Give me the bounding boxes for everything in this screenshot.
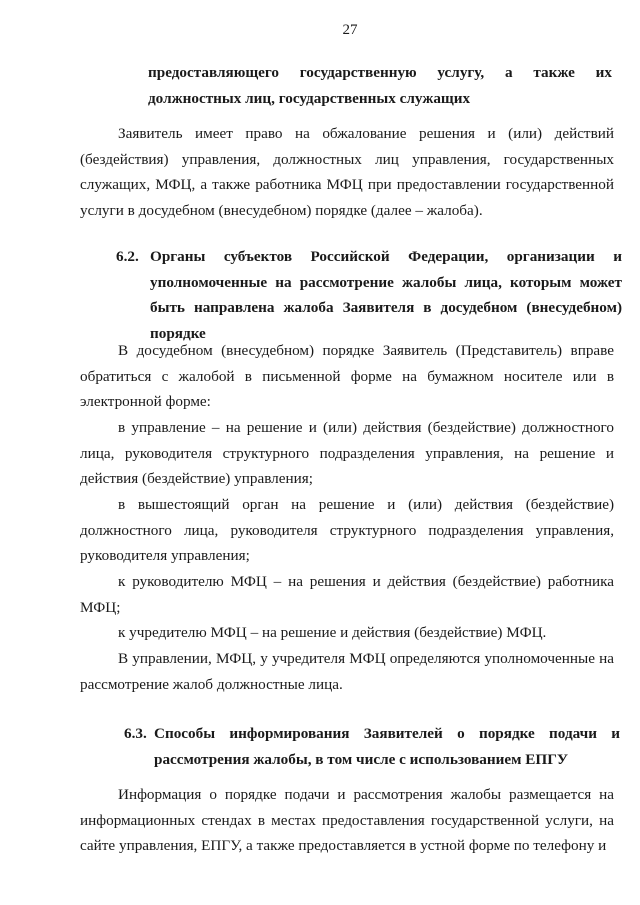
heading-line-1: предоставляющего государственную услугу, а также их xyxy=(148,64,612,81)
section-number: 6.3. xyxy=(124,725,147,742)
heading-line-2: должностных лиц, государственных служащих xyxy=(148,89,471,107)
section-number: 6.2. xyxy=(116,248,139,265)
paragraph-information xyxy=(80,782,614,859)
paragraph-appeal-procedure xyxy=(80,338,614,415)
paragraph-to-administration xyxy=(80,415,614,492)
paragraph-text: в вышестоящий орган на решение и (или) действия (бездействие) должностного лица, руководителя структурного подразделения управления, руководителя управления; xyxy=(80,496,614,565)
paragraph-to-mfc-founder xyxy=(80,620,614,646)
section-title-line-1: Способы информирования Заявителей о порядке подачи и xyxy=(154,725,620,742)
section-title: Органы субъектов Российской Федерации, организации и уполномоченные на рассмотрение жалобы лица, которым может быть направлена жалоба Заявителя в досудебном (внесудебном) порядке xyxy=(150,248,622,342)
section-heading-continuation xyxy=(148,60,612,111)
page-number: 27 xyxy=(342,22,358,38)
paragraph-text: к руководителю МФЦ – на решения и действия (бездействие) работника МФЦ; xyxy=(80,573,614,616)
paragraph-appeal-right xyxy=(80,121,614,223)
paragraph-text: в управление – на решение и (или) действия (бездействие) должностного лица, руководителя структурного подразделения управления, на решение и действия (бездействие) управления; xyxy=(80,419,614,488)
paragraph-to-mfc-head xyxy=(80,569,614,620)
section-heading-6-3 xyxy=(124,721,620,772)
paragraph-to-higher-body xyxy=(80,492,614,569)
paragraph-text: Заявитель имеет право на обжалование решения и (или) действий (бездействия) управления, должностных лиц управления, государственных служащих, МФЦ, а также работника МФЦ при предоставлении государственной услуги в досудебном (внесудебном) порядке (далее – жалоба). xyxy=(80,125,614,219)
paragraph-text: Информация о порядке подачи и рассмотрения жалобы размещается на информационных стендах в местах предоставления государственной услуги, на сайте управления, ЕПГУ, а также предоставляется в устной форме по телефону и xyxy=(80,786,614,855)
section-heading-6-2 xyxy=(116,244,622,346)
section-title-line-2: рассмотрения жалобы, в том числе с использованием ЕПГУ xyxy=(154,750,569,768)
paragraph-authorized-officials xyxy=(80,646,614,697)
paragraph-text: В досудебном (внесудебном) порядке Заявитель (Представитель) вправе обратиться с жалобой в письменной форме на бумажном носителе или в электронной форме: xyxy=(80,342,614,411)
paragraph-text: к учредителю МФЦ – на решение и действия (бездействие) МФЦ. xyxy=(118,624,547,641)
paragraph-text: В управлении, МФЦ, у учредителя МФЦ определяются уполномоченные на рассмотрение жалоб должностные лица. xyxy=(80,650,614,693)
